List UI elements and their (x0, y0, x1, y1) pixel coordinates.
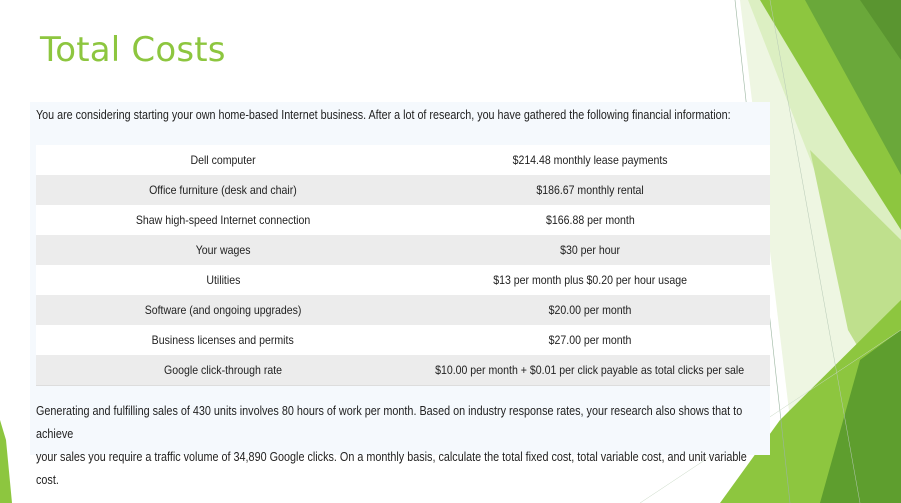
cost-value-cell (410, 205, 770, 235)
cost-value-label: $13 per month plus $0.20 per hour usage (493, 273, 687, 287)
question-line: your sales you require a traffic volume of 34,890 Google clicks. On a monthly basis, calculate the total fixed cost, total variable cost, and unit variable cost. (36, 450, 747, 487)
table-row (36, 265, 770, 295)
cost-item-label: Dell computer (190, 153, 256, 167)
cost-value-cell (410, 235, 770, 265)
cost-value-cell (410, 175, 770, 205)
cost-item-label: Your wages (195, 243, 251, 257)
question-text (36, 400, 771, 492)
cost-item-cell (36, 295, 410, 325)
cost-item-cell (36, 265, 410, 295)
cost-value-cell (410, 355, 770, 386)
cost-value-label: $27.00 per month (548, 333, 632, 347)
cost-item-cell (36, 205, 410, 235)
intro-text: You are considering starting your own home-based Internet business. After a lot of research, you have gathered the following financial information: (36, 108, 731, 122)
cost-item-label: Google click-through rate (163, 363, 282, 377)
cost-table (36, 145, 770, 386)
cost-value-label: $166.88 per month (545, 213, 635, 227)
table-row (36, 235, 770, 265)
cost-value-label: $30 per hour (560, 243, 620, 257)
content-box (30, 102, 770, 487)
question-line: Generating and fulfilling sales of 430 units involves 80 hours of work per month. Based on industry response rates, your research also shows that to achieve (36, 404, 743, 441)
cost-item-label: Utilities (205, 273, 241, 287)
cost-item-label: Software (and ongoing upgrades) (144, 303, 302, 317)
cost-item-label: Shaw high-speed Internet connection (135, 213, 311, 227)
cost-value-cell (410, 325, 770, 355)
cost-value-cell (410, 295, 770, 325)
cost-item-cell (36, 175, 410, 205)
table-row (36, 145, 770, 175)
cost-value-cell (410, 145, 770, 175)
cost-item-cell (36, 325, 410, 355)
cost-item-label: Business licenses and permits (151, 333, 295, 347)
cost-value-label: $20.00 per month (548, 303, 632, 317)
table-row (36, 355, 770, 386)
cost-value-cell (410, 265, 770, 295)
table-row (36, 175, 770, 205)
cost-item-label: Office furniture (desk and chair) (149, 183, 297, 197)
table-row (36, 325, 770, 355)
cost-item-cell (36, 235, 410, 265)
table-row (36, 295, 770, 325)
cost-value-label: $186.67 monthly rental (536, 183, 644, 197)
slide-title: Total Costs (40, 30, 226, 70)
cost-item-cell (36, 145, 410, 175)
cost-value-label: $214.48 monthly lease payments (512, 153, 668, 167)
table-row (36, 205, 770, 235)
cost-item-cell (36, 355, 410, 386)
cost-value-label: $10.00 per month + $0.01 per click payable as total clicks per sale (435, 363, 745, 377)
